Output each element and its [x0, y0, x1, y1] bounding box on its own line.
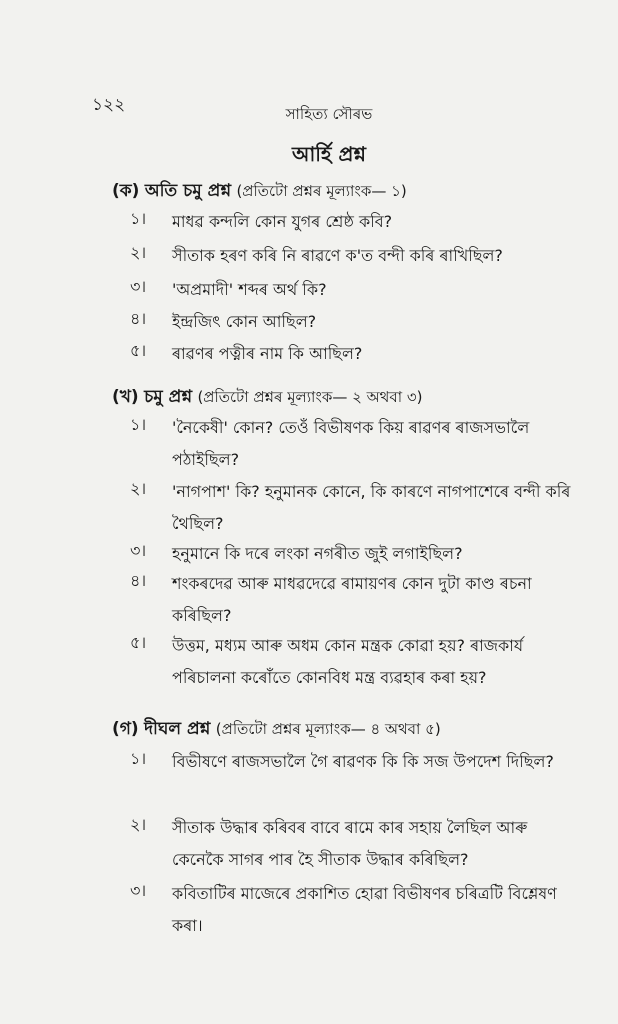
- section-label: দীঘল প্ৰশ্ন: [144, 719, 211, 739]
- section-marker: (গ): [112, 719, 139, 739]
- question-item: [130, 568, 578, 632]
- question-item: [130, 476, 578, 540]
- question-text: হনুমানে কি দৰে লংকা নগৰীত জুই লগাইছিল?: [172, 544, 463, 563]
- question-item: [130, 538, 578, 570]
- question-number: ২।: [130, 815, 147, 834]
- question-number: ১।: [130, 415, 147, 434]
- question-number: ৫।: [130, 633, 147, 652]
- question-text: 'নাগপাশ' কি? হনুমানক কোনে, কি কাৰণে নাগপাশেৰে বন্দী কৰি থৈছিল?: [172, 482, 571, 533]
- question-item: [130, 630, 578, 694]
- section-heading-short: [112, 384, 422, 412]
- section-label: অতি চমু প্ৰশ্ন: [144, 181, 232, 201]
- question-text: উত্তম, মধ্যম আৰু অধম কোন মন্ত্ৰক কোৱা হয়? ৰাজকাৰ্য পৰিচালনা কৰোঁতে কোনবিধ মন্ত্ৰ ব্যৱহাৰ কৰা হয়?: [172, 636, 524, 687]
- section-label: চমু প্ৰশ্ন: [144, 387, 193, 407]
- question-text: সীতাক হৰণ কৰি নি ৰাৱণে ক'ত বন্দী কৰি ৰাখিছিল?: [172, 246, 503, 265]
- section-heading-long: [112, 716, 441, 744]
- question-item: [130, 812, 578, 876]
- question-item: [130, 306, 578, 338]
- question-item: [130, 206, 578, 238]
- question-text: 'অপ্ৰমাদী' শব্দৰ অৰ্থ কি?: [172, 280, 327, 299]
- question-item: [130, 746, 578, 778]
- question-item: [130, 274, 578, 306]
- page-number: ১২২: [92, 95, 126, 115]
- question-item: [130, 338, 578, 370]
- section-marker: (ক): [112, 181, 140, 201]
- section-marks-note: (প্ৰতিটো প্ৰশ্নৰ মূল্যাংক— ৪ অথবা ৫): [215, 720, 441, 738]
- question-text: কবিতাটিৰ মাজেৰে প্ৰকাশিত হোৱা বিভীষণৰ চৰিত্ৰটি বিশ্লেষণ কৰা।: [172, 884, 557, 935]
- section-marker: (খ): [112, 387, 139, 407]
- question-text: 'নৈকেষী' কোন? তেওঁ বিভীষণক কিয় ৰাৱণৰ ৰাজসভালৈ পঠাইছিল?: [172, 418, 530, 469]
- question-number: ৪।: [130, 571, 147, 590]
- question-number: ৫।: [130, 341, 147, 360]
- question-text: সীতাক উদ্ধাৰ কৰিবৰ বাবে ৰামে কাৰ সহায় লৈছিল আৰু কেনেকৈ সাগৰ পাৰ হৈ সীতাক উদ্ধাৰ কৰিছিল?: [172, 818, 528, 869]
- section-marks-note: (প্ৰতিটো প্ৰশ্নৰ মূল্যাংক— ১): [236, 182, 407, 200]
- question-item: [130, 412, 578, 476]
- section-heading-very-short: [112, 178, 407, 206]
- question-number: ৩।: [130, 541, 147, 560]
- running-head-book-title: সাহিত্য সৌৰভ: [285, 105, 373, 123]
- question-number: ২।: [130, 243, 147, 262]
- question-number: ২।: [130, 479, 147, 498]
- question-number: ৪।: [130, 309, 147, 328]
- chapter-title: আৰ্হি প্ৰশ্ন: [291, 142, 367, 166]
- question-item: [130, 240, 578, 272]
- question-text: শংকৰদেৱ আৰু মাধৱদেৱে ৰামায়ণৰ কোন দুটা কাণ্ড ৰচনা কৰিছিল?: [172, 574, 532, 625]
- question-item: [130, 878, 578, 942]
- question-number: ১।: [130, 749, 147, 768]
- question-text: ৰাৱণৰ পত্নীৰ নাম কি আছিল?: [172, 344, 363, 363]
- section-marks-note: (প্ৰতিটো প্ৰশ্নৰ মূল্যাংক— ২ অথবা ৩): [197, 388, 423, 406]
- question-text: বিভীষণে ৰাজসভালৈ গৈ ৰাৱণক কি কি সজ উপদেশ দিছিল?: [172, 752, 554, 771]
- question-text: ইন্দ্ৰজিৎ কোন আছিল?: [172, 312, 317, 331]
- question-text: মাধৱ কন্দলি কোন যুগৰ শ্ৰেষ্ঠ কবি?: [172, 212, 393, 231]
- question-number: ৩।: [130, 277, 147, 296]
- question-number: ১।: [130, 209, 147, 228]
- question-number: ৩।: [130, 881, 147, 900]
